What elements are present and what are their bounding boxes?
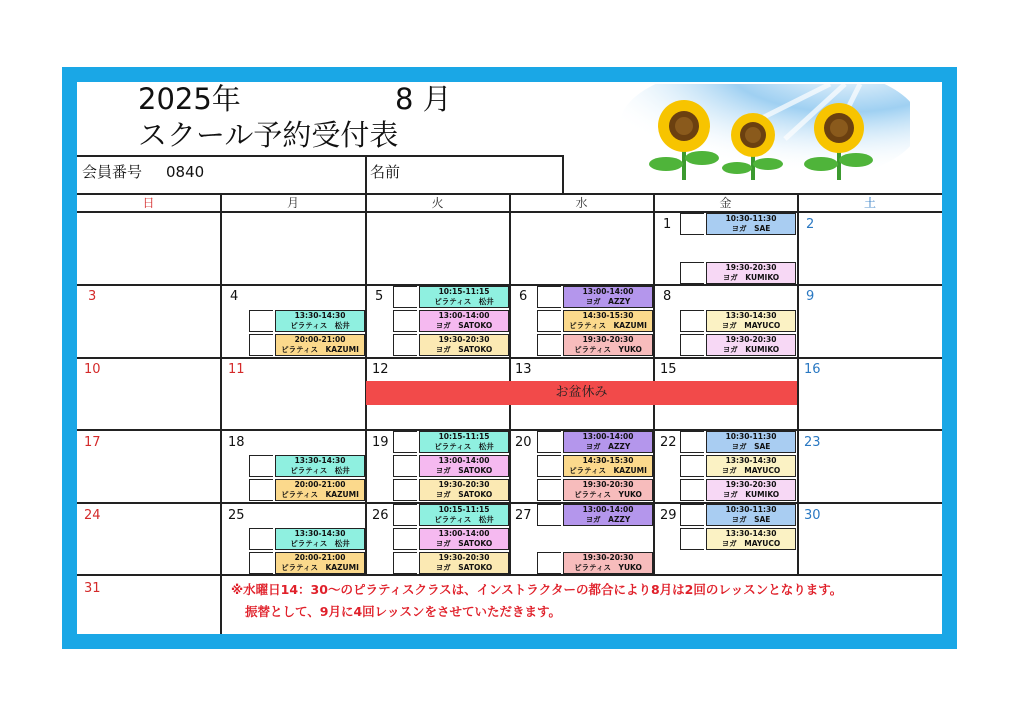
lesson-slot[interactable]	[706, 334, 796, 356]
lesson-time: 13:00-14:00	[438, 311, 490, 320]
lesson-slot[interactable]	[275, 455, 365, 477]
lesson-slot[interactable]	[419, 552, 509, 574]
lesson-time: 13:00-14:00	[582, 505, 634, 514]
lesson-time: 19:30-20:30	[438, 553, 490, 562]
lesson-label: ピラティス YUKO	[574, 563, 642, 572]
day-9: 9	[806, 289, 815, 304]
lesson-label: ヨガ AZZY	[585, 442, 631, 451]
day-17: 17	[84, 435, 101, 450]
lesson-slot[interactable]	[419, 504, 509, 526]
month-title: 8 月	[395, 82, 452, 116]
lesson-label: ヨガ MAYUCO	[721, 539, 781, 548]
weekday-sat: 土	[863, 196, 876, 210]
lesson-slot[interactable]	[706, 262, 796, 284]
day-10: 10	[84, 362, 101, 377]
lesson-slot[interactable]	[563, 455, 653, 477]
lesson-label: ヨガ AZZY	[585, 515, 631, 524]
lesson-time: 14:30-15:30	[582, 311, 634, 320]
lesson-label: ピラティス 松井	[290, 466, 350, 475]
day-19: 19	[372, 435, 389, 450]
lesson-slot[interactable]	[275, 310, 365, 332]
page-title: スクール予約受付表	[138, 118, 399, 152]
day-30: 30	[804, 508, 821, 523]
lesson-time: 14:30-15:30	[582, 456, 634, 465]
lesson-time: 13:30-14:30	[294, 311, 346, 320]
lesson-time: 13:00-14:00	[582, 287, 634, 296]
lesson-label: ピラティス 松井	[434, 515, 494, 524]
lesson-slot[interactable]	[706, 431, 796, 453]
lesson-slot[interactable]	[563, 286, 653, 308]
lesson-slot[interactable]	[275, 334, 365, 356]
lesson-label: ピラティス 松井	[434, 297, 494, 306]
day-5: 5	[375, 289, 384, 304]
lesson-time: 19:30-20:30	[725, 263, 777, 272]
day-20: 20	[515, 435, 532, 450]
day-24: 24	[84, 508, 101, 523]
lesson-label: ヨガ SAE	[731, 515, 771, 524]
lesson-time: 19:30-20:30	[725, 480, 777, 489]
lesson-time: 10:30-11:30	[725, 432, 777, 441]
obon-holiday-banner: お盆休み	[366, 381, 797, 405]
lesson-label: ピラティス KAZUMI	[281, 563, 359, 572]
weekday-fri: 金	[719, 196, 732, 210]
lesson-label: ヨガ SAE	[731, 224, 771, 233]
lesson-slot[interactable]	[706, 479, 796, 501]
lesson-slot[interactable]	[419, 528, 509, 550]
member-number-label: 会員番号	[82, 163, 143, 181]
lesson-time: 13:30-14:30	[725, 311, 777, 320]
day-27: 27	[515, 508, 532, 523]
lesson-label: ヨガ KUMIKO	[722, 345, 780, 354]
lesson-time: 10:15-11:15	[438, 432, 490, 441]
lesson-slot[interactable]	[563, 431, 653, 453]
day-16: 16	[804, 362, 821, 377]
lesson-time: 19:30-20:30	[582, 335, 634, 344]
day-31: 31	[84, 581, 101, 596]
day-18: 18	[228, 435, 245, 450]
lesson-time: 13:30-14:30	[725, 456, 777, 465]
lesson-time: 20:00-21:00	[294, 553, 346, 562]
lesson-label: ヨガ SAE	[731, 442, 771, 451]
day-4: 4	[230, 289, 239, 304]
lesson-slot[interactable]	[706, 310, 796, 332]
note-line-2: 振替として、9月に4回レッスンをさせていただきます。	[245, 604, 562, 619]
lesson-label: ヨガ KUMIKO	[722, 490, 780, 499]
day-25: 25	[228, 508, 245, 523]
day-1: 1	[663, 217, 672, 232]
lesson-time: 10:15-11:15	[438, 505, 490, 514]
lesson-slot[interactable]	[706, 213, 796, 235]
lesson-time: 13:00-14:00	[438, 456, 490, 465]
lesson-slot[interactable]	[563, 334, 653, 356]
day-29: 29	[660, 508, 677, 523]
lesson-slot[interactable]	[419, 455, 509, 477]
day-26: 26	[372, 508, 389, 523]
lesson-slot[interactable]	[275, 479, 365, 501]
day-23: 23	[804, 435, 821, 450]
lesson-time: 13:00-14:00	[438, 529, 490, 538]
lesson-label: ヨガ SATOKO	[435, 345, 493, 354]
name-label: 名前	[370, 163, 401, 181]
day-8: 8	[663, 289, 672, 304]
lesson-time: 10:30-11:30	[725, 505, 777, 514]
lesson-time: 10:15-11:15	[438, 287, 490, 296]
lesson-label: ヨガ SATOKO	[435, 466, 493, 475]
member-number-value: 0840	[166, 163, 205, 181]
lesson-slot[interactable]	[563, 479, 653, 501]
lesson-label: ピラティス KAZUMI	[569, 321, 647, 330]
day-3: 3	[88, 289, 97, 304]
weekday-mon: 月	[286, 196, 299, 210]
lesson-time: 19:30-20:30	[582, 480, 634, 489]
lesson-slot[interactable]	[563, 504, 653, 526]
lesson-time: 13:30-14:30	[294, 529, 346, 538]
lesson-slot[interactable]	[419, 334, 509, 356]
day-22: 22	[660, 435, 677, 450]
lesson-time: 20:00-21:00	[294, 335, 346, 344]
lesson-time: 20:00-21:00	[294, 480, 346, 489]
lesson-time: 13:00-14:00	[582, 432, 634, 441]
day-15: 15	[660, 362, 677, 377]
note-line-1: ※水曜日14：30～のピラティスクラスは、インストラクターの都合により8月は2回のレッスンとなります。	[231, 582, 843, 597]
lesson-slot[interactable]	[706, 528, 796, 550]
lesson-label: ヨガ MAYUCO	[721, 466, 781, 475]
lesson-label: ピラティス YUKO	[574, 490, 642, 499]
weekday-tue: 火	[431, 196, 444, 210]
lesson-label: ピラティス YUKO	[574, 345, 642, 354]
lesson-label: ピラティス KAZUMI	[281, 345, 359, 354]
day-13: 13	[515, 362, 532, 377]
lesson-slot[interactable]	[563, 310, 653, 332]
lesson-label: ピラティス KAZUMI	[281, 490, 359, 499]
day-11: 11	[228, 362, 245, 377]
lesson-time: 19:30-20:30	[725, 335, 777, 344]
lesson-label: ピラティス 松井	[434, 442, 494, 451]
lesson-slot[interactable]	[419, 479, 509, 501]
lesson-slot[interactable]	[419, 310, 509, 332]
sunflower-illustration	[610, 84, 910, 188]
lesson-label: ヨガ SATOKO	[435, 321, 493, 330]
lesson-label: ヨガ MAYUCO	[721, 321, 781, 330]
lesson-time: 19:30-20:30	[438, 335, 490, 344]
lesson-label: ヨガ SATOKO	[435, 563, 493, 572]
lesson-label: ヨガ KUMIKO	[722, 273, 780, 282]
lesson-time: 13:30-14:30	[294, 456, 346, 465]
lesson-label: ピラティス KAZUMI	[569, 466, 647, 475]
lesson-slot[interactable]	[419, 431, 509, 453]
lesson-slot[interactable]	[563, 552, 653, 574]
day-2: 2	[806, 217, 815, 232]
lesson-time: 19:30-20:30	[582, 553, 634, 562]
lesson-slot[interactable]	[275, 552, 365, 574]
lesson-slot[interactable]	[706, 504, 796, 526]
lesson-label: ヨガ SATOKO	[435, 490, 493, 499]
lesson-slot[interactable]	[275, 528, 365, 550]
lesson-time: 13:30-14:30	[725, 529, 777, 538]
lesson-label: ピラティス 松井	[290, 539, 350, 548]
lesson-time: 10:30-11:30	[725, 214, 777, 223]
lesson-slot[interactable]	[706, 455, 796, 477]
day-6: 6	[519, 289, 528, 304]
lesson-slot[interactable]	[419, 286, 509, 308]
lesson-label: ピラティス 松井	[290, 321, 350, 330]
day-12: 12	[372, 362, 389, 377]
weekday-wed: 水	[575, 196, 588, 210]
lesson-label: ヨガ SATOKO	[435, 539, 493, 548]
lesson-time: 19:30-20:30	[438, 480, 490, 489]
lesson-label: ヨガ AZZY	[585, 297, 631, 306]
year-title: 2025年	[138, 82, 241, 116]
weekday-sun: 日	[142, 196, 155, 210]
name-field[interactable]	[370, 185, 555, 191]
